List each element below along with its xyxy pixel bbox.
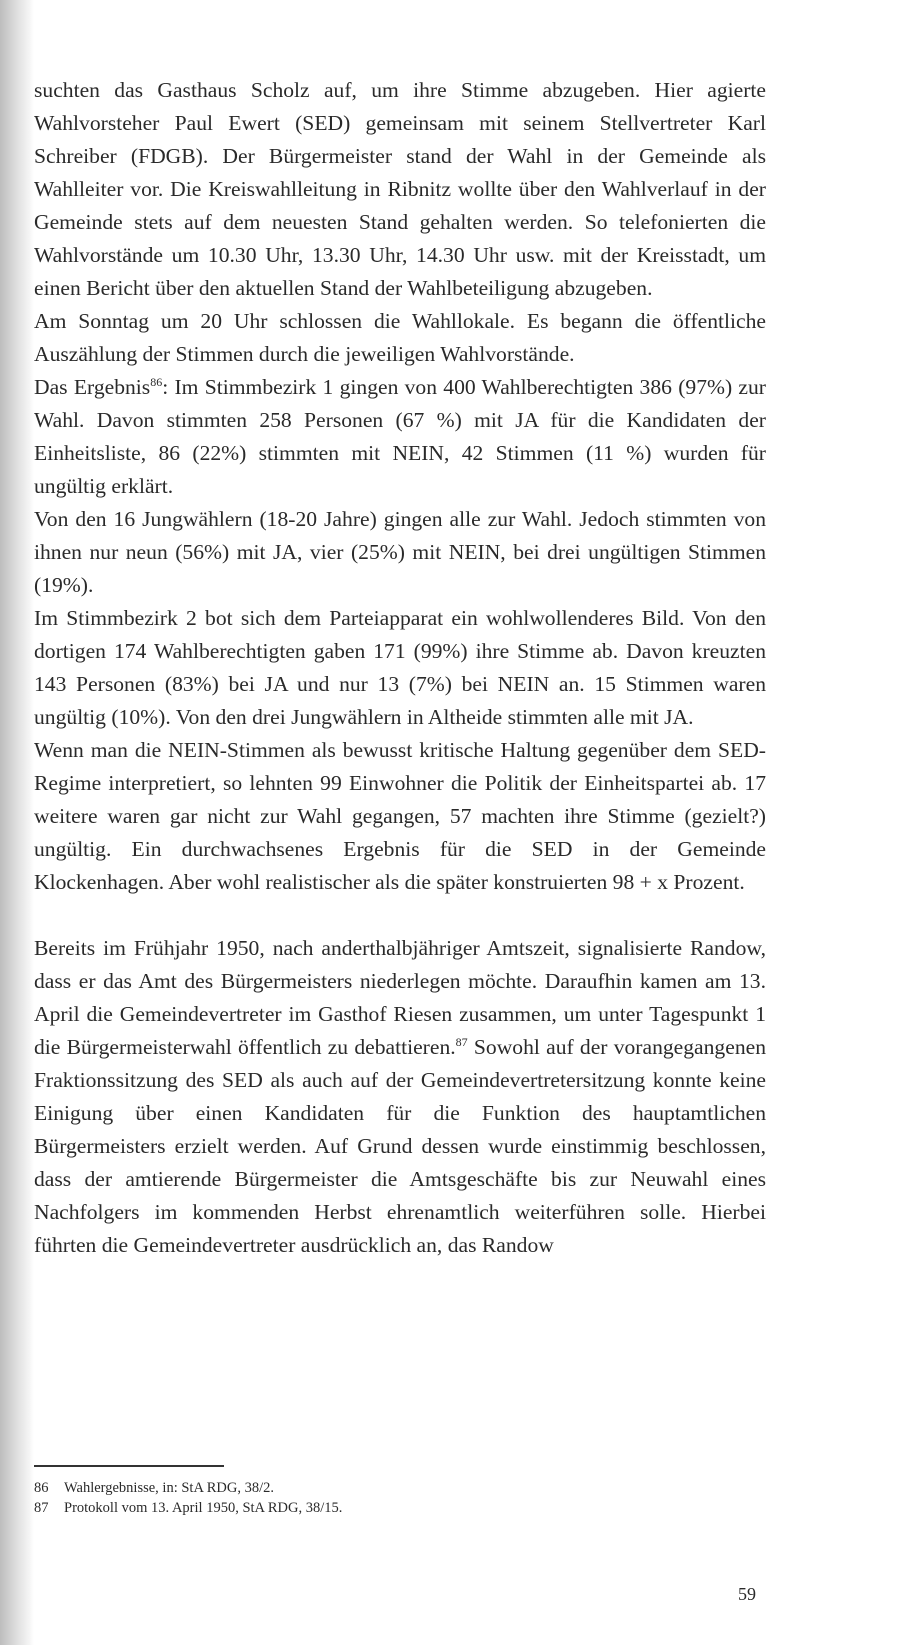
- paragraph-interpretation: Wenn man die NEIN-Stimmen als bewusst kritische Haltung gegenüber dem SED-Regime interpretiert, so lehnten 99 Einwohner die Politik der Einheitspartei ab. 17 weitere waren gar nicht zur Wahl gegangen, 57 machten ihre Stimme (gezielt?) ungültig. Ein durchwachsenes Ergebnis für die SED in der Gemeinde Klockenhagen. Aber wohl realistischer als die später konstruierten 98 + x Prozent.: [34, 738, 766, 894]
- page-number: 59: [738, 1584, 756, 1604]
- paragraph-text: Bereits im Frühjahr 1950, nach anderthalbjähriger Amtszeit, signalisierte Randow, dass er das Amt des Bürgermeisters niederlegen möchte. Daraufhin kamen am 13. April die Gemeindevertreter im Gasthof Riesen zusammen, um unter Tagespunkt 1 die Bürgermeisterwahl öffentlich zu debattieren.: [34, 936, 766, 1059]
- footnote-text: Protokoll vom 13. April 1950, StA RDG, 38/15.: [64, 1500, 343, 1516]
- footnote-number: 86: [34, 1480, 49, 1496]
- paragraph-young-voters: Von den 16 Jungwählern (18-20 Jahre) gingen alle zur Wahl. Jedoch stimmten von ihnen nur neun (56%) mit JA, vier (25%) mit NEIN, bei drei ungültigen Stimmen (19%).: [34, 507, 766, 597]
- footnote-87: [34, 1498, 734, 1518]
- footnote-ref-86[interactable]: 86: [150, 374, 163, 389]
- footnote-divider: [34, 1465, 224, 1467]
- paragraph-text: Sowohl auf der vorangegangenen Fraktionssitzung des SED als auch auf der Gemeindevertretersitzung konnte keine Einigung über einen Kandidaten für die Funktion des hauptamtlichen Bürgermeisters erzielt werden. Auf Grund dessen wurde einstimmig beschlossen, dass der amtierende Bürgermeister die Amtsgeschäfte bis zur Neuwahl eines Nachfolgers im kommenden Herbst ehrenamtlich weiterführen solle. Hierbei führten die Gemeindevertreter ausdrücklich an, das Randow: [34, 1035, 766, 1257]
- paragraph-result-district-1: [34, 371, 766, 503]
- footnote-number: 87: [34, 1500, 49, 1516]
- paragraph-text: Das Ergebnis: [34, 375, 151, 399]
- paragraph-result-district-2: Im Stimmbezirk 2 bot sich dem Parteiapparat ein wohlwollenderes Bild. Von den dortigen 174 Wahlberechtigten gaben 171 (99%) ihre Stimme ab. Davon kreuzten 143 Personen (83%) bei JA und nur 13 (7%) bei NEIN an. 15 Stimmen waren ungültig (10%). Von den drei Jungwählern in Altheide stimmten alle mit JA.: [34, 606, 766, 729]
- paragraph-mayor-resignation: [34, 932, 766, 1262]
- paragraph-election-procedure: suchten das Gasthaus Scholz auf, um ihre Stimme abzugeben. Hier agierte Wahlvorsteher Paul Ewert (SED) gemeinsam mit seinem Stellvertreter Karl Schreiber (FDGB). Der Bürgermeister stand der Wahl in der Gemeinde als Wahlleiter vor. Die Kreiswahlleitung in Ribnitz wollte über den Wahlverlauf in der Gemeinde stets auf dem neuesten Stand gehalten werden. So telefonierten die Wahlvorstände um 10.30 Uhr, 13.30 Uhr, 14.30 Uhr usw. mit der Kreisstadt, um einen Bericht über den aktuellen Stand der Wahlbeteiligung abzugeben.: [34, 78, 766, 300]
- footnote-86: [34, 1478, 734, 1498]
- page-binding-shadow: [0, 0, 34, 1645]
- footnote-text: Wahlergebnisse, in: StA RDG, 38/2.: [64, 1480, 275, 1496]
- body-text: [34, 74, 766, 1262]
- footnotes: [34, 1478, 734, 1518]
- footnote-ref-87[interactable]: 87: [455, 1034, 468, 1049]
- paragraph-text: : Im Stimmbezirk 1 gingen von 400 Wahlberechtigten 386 (97%) zur Wahl. Davon stimmten 258 Personen (67 %) mit JA für die Kandidaten der Einheitsliste, 86 (22%) stimmten mit NEIN, 42 Stimmen (11 %) wurden für ungültig erklärt.: [34, 375, 766, 498]
- paragraph-polls-closing: Am Sonntag um 20 Uhr schlossen die Wahllokale. Es begann die öffentliche Auszählung der Stimmen durch die jeweiligen Wahlvorstände.: [34, 309, 766, 366]
